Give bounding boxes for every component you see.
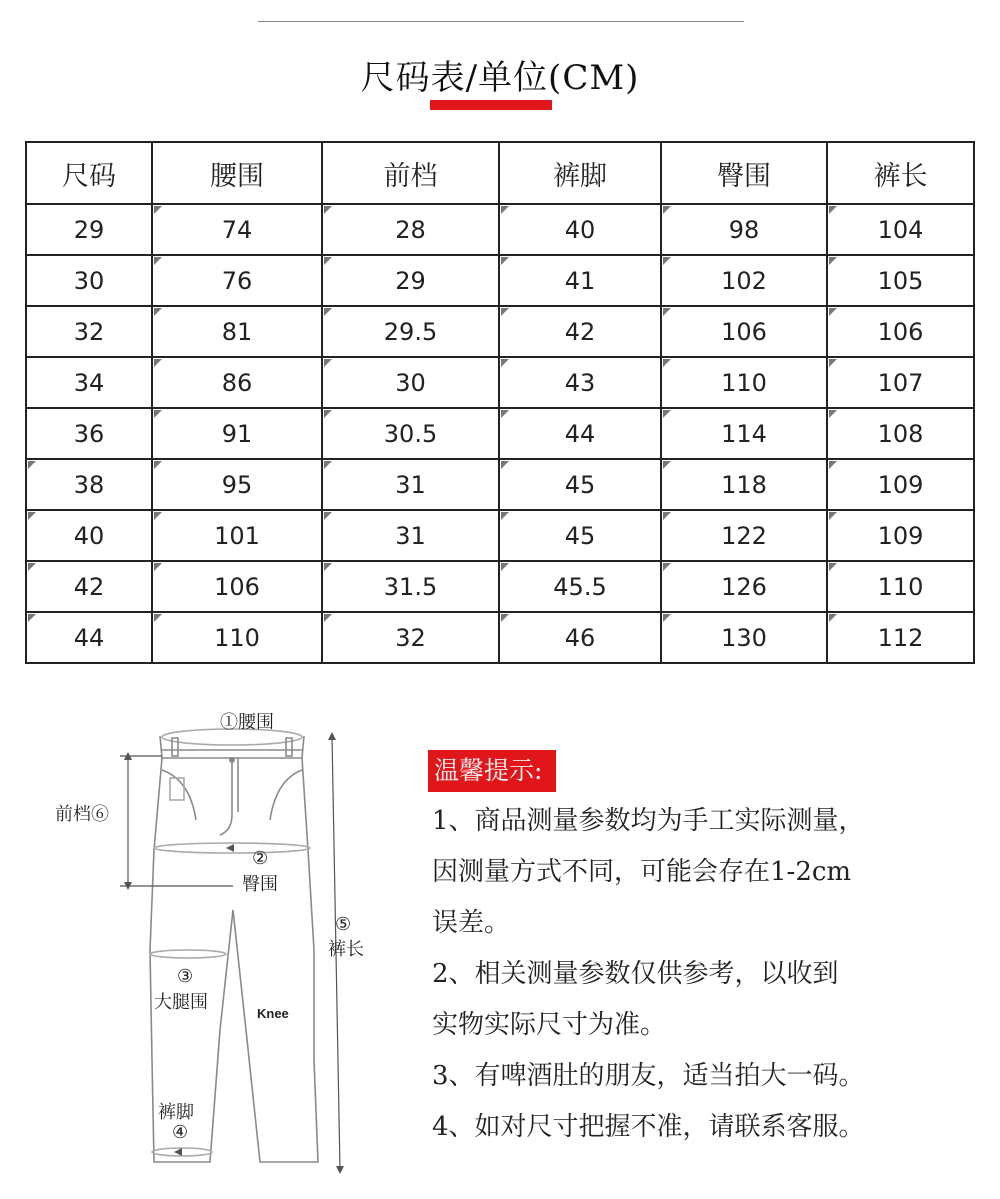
- header-waist: 腰围: [152, 142, 322, 204]
- header-hip: 臀围: [661, 142, 827, 204]
- table-cell: 31: [322, 510, 499, 561]
- label-knee: Knee: [257, 1006, 289, 1021]
- table-cell: 30: [26, 255, 152, 306]
- table-cell: 102: [661, 255, 827, 306]
- table-cell: 74: [152, 204, 322, 255]
- tips-heading: 温馨提示:: [428, 750, 556, 792]
- table-cell: 109: [827, 459, 974, 510]
- table-cell: 40: [26, 510, 152, 561]
- table-cell: 42: [499, 306, 661, 357]
- table-cell: 112: [827, 612, 974, 663]
- label-length-number: ⑤: [335, 914, 352, 935]
- table-cell: 107: [827, 357, 974, 408]
- table-row: [26, 204, 974, 255]
- table-row: [26, 306, 974, 357]
- table-row: [26, 561, 974, 612]
- table-cell: 46: [499, 612, 661, 663]
- table-cell: 29: [26, 204, 152, 255]
- table-cell: 32: [26, 306, 152, 357]
- table-row: [26, 510, 974, 561]
- size-table: [25, 141, 975, 664]
- table-row: [26, 612, 974, 663]
- table-cell: 43: [499, 357, 661, 408]
- tip-line: 1、商品测量参数均为手工实际测量，: [432, 806, 865, 836]
- table-row: [26, 255, 974, 306]
- table-cell: 110: [827, 561, 974, 612]
- table-cell: 34: [26, 357, 152, 408]
- table-cell: 130: [661, 612, 827, 663]
- table-cell: 76: [152, 255, 322, 306]
- table-cell: 41: [499, 255, 661, 306]
- tip-line: 因测量方式不同，可能会存在1-2cm: [432, 857, 852, 887]
- table-row: [26, 408, 974, 459]
- tip-line: 误差。: [432, 908, 511, 938]
- table-cell: 98: [661, 204, 827, 255]
- table-cell: 110: [661, 357, 827, 408]
- tip-line: 3、有啤酒肚的朋友，适当拍大一码。: [432, 1061, 865, 1091]
- pants-diagram: [50, 700, 410, 1180]
- table-cell: 42: [26, 561, 152, 612]
- label-hem-number: ④: [172, 1122, 189, 1143]
- top-divider: [258, 21, 744, 22]
- table-cell: 114: [661, 408, 827, 459]
- table-cell: 118: [661, 459, 827, 510]
- table-cell: 32: [322, 612, 499, 663]
- table-header-row: [26, 142, 974, 204]
- header-size: 尺码: [26, 142, 152, 204]
- label-thigh-number: ③: [177, 966, 194, 987]
- table-cell: 45.5: [499, 561, 661, 612]
- table-cell: 91: [152, 408, 322, 459]
- table-cell: 45: [499, 459, 661, 510]
- table-cell: 106: [827, 306, 974, 357]
- table-cell: 44: [26, 612, 152, 663]
- label-hip: 臀围: [242, 874, 278, 895]
- table-cell: 95: [152, 459, 322, 510]
- table-cell: 81: [152, 306, 322, 357]
- title-underline: [430, 100, 552, 110]
- page-title: 尺码表/单位(CM): [360, 58, 640, 98]
- table-cell: 106: [661, 306, 827, 357]
- label-thigh: 大腿围: [154, 992, 208, 1013]
- label-waist: ①腰围: [220, 712, 274, 733]
- table-cell: 108: [827, 408, 974, 459]
- table-cell: 40: [499, 204, 661, 255]
- table-cell: 106: [152, 561, 322, 612]
- label-rise: 前档⑥: [55, 804, 109, 825]
- label-hip-number: ②: [252, 848, 269, 869]
- label-hem: 裤脚: [158, 1102, 194, 1123]
- header-length: 裤长: [827, 142, 974, 204]
- table-cell: 29.5: [322, 306, 499, 357]
- tip-line: 4、如对尺寸把握不准，请联系客服。: [432, 1112, 865, 1142]
- table-cell: 126: [661, 561, 827, 612]
- table-cell: 38: [26, 459, 152, 510]
- header-hem: 裤脚: [499, 142, 661, 204]
- table-cell: 31.5: [322, 561, 499, 612]
- table-cell: 31: [322, 459, 499, 510]
- tip-line: 2、相关测量参数仅供参考，以收到: [432, 959, 839, 989]
- tips-list: [432, 796, 972, 1153]
- table-cell: 44: [499, 408, 661, 459]
- table-cell: 86: [152, 357, 322, 408]
- table-cell: 29: [322, 255, 499, 306]
- table-cell: 45: [499, 510, 661, 561]
- header-rise: 前档: [322, 142, 499, 204]
- table-cell: 110: [152, 612, 322, 663]
- table-cell: 122: [661, 510, 827, 561]
- tip-line: 实物实际尺寸为准。: [432, 1010, 667, 1040]
- label-length: 裤长: [328, 939, 364, 960]
- table-cell: 36: [26, 408, 152, 459]
- table-cell: 104: [827, 204, 974, 255]
- table-row: [26, 459, 974, 510]
- table-row: [26, 357, 974, 408]
- table-cell: 101: [152, 510, 322, 561]
- table-cell: 30.5: [322, 408, 499, 459]
- table-cell: 28: [322, 204, 499, 255]
- table-cell: 30: [322, 357, 499, 408]
- table-cell: 105: [827, 255, 974, 306]
- table-cell: 109: [827, 510, 974, 561]
